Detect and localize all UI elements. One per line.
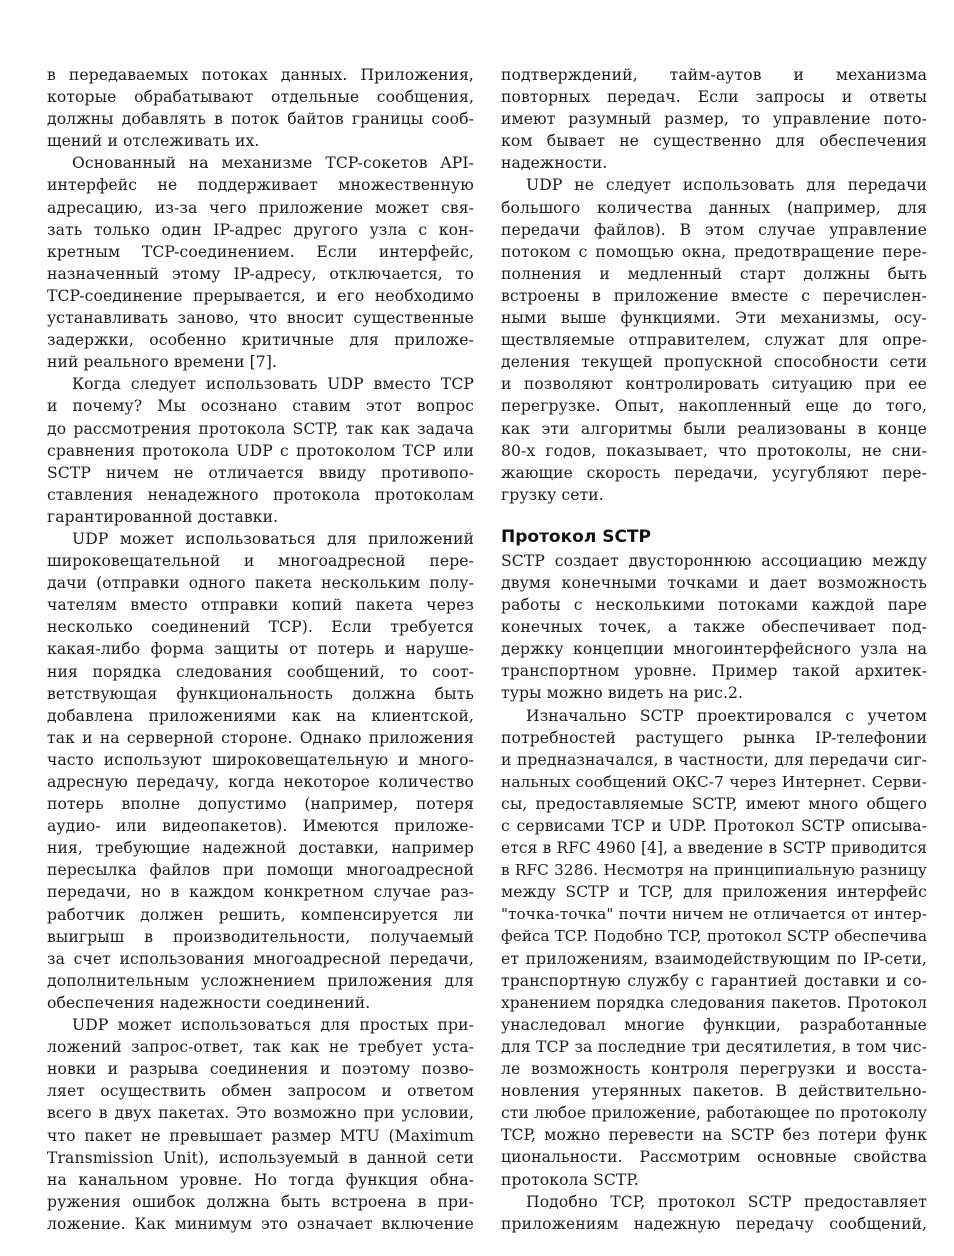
paragraph (501, 705, 927, 1191)
text-line: ложений запрос-ответ, так как не требует уста- (47, 1038, 474, 1057)
text-line: держку концепции многоинтерфейсного узла на (501, 640, 927, 659)
text-line: двумя конечными точками и дает возможность (501, 573, 927, 592)
text-line: ляет осуществить обмен запросом и ответом (47, 1082, 474, 1101)
text-line: дачи (отправки одного пакета нескольким полу- (47, 574, 474, 593)
text-line: ния порядка следования сообщений, то соот- (47, 662, 474, 681)
text-line: повторных передач. Если запросы и ответы (501, 88, 927, 107)
text-line: должны добавлять в поток байтов границы сооб- (47, 110, 474, 129)
text-line: ложение. Как минимум это означает включение (47, 1214, 474, 1233)
text-line: гарантированной доставки. (47, 507, 279, 526)
text-line: задержки, особенно критичные для приложе- (47, 331, 474, 350)
text-line: работчик должен решить, компенсируется ли (47, 905, 474, 924)
text-line: адресную передачу, когда некоторое количество (47, 773, 474, 791)
text-line: часто используют широковещательную и много- (47, 750, 474, 769)
text-line: хранением порядка следования пакетов. Протокол (501, 993, 927, 1012)
text-line: в RFC 3286. Несмотря на принципиальную разницу (501, 861, 927, 880)
text-line: несколько соединений TCP). Если требуется (47, 618, 474, 637)
text-line: нальных сообщений ОКС-7 через Интернет. Серви- (501, 772, 927, 791)
text-line: интерфейс не поддерживает множественную (47, 176, 474, 195)
text-line: UDP не следует использовать для передачи (526, 176, 927, 195)
text-line: какая-либо форма защиты от потерь и наруше- (47, 640, 474, 659)
text-line: Когда следует использовать UDP вместо TCP (72, 375, 474, 394)
right-column-after-heading (501, 550, 927, 1235)
text-line: добавлена приложениями как на клиентской, (47, 706, 474, 725)
text-line: ком бывает не существенно для обеспечения (501, 132, 927, 151)
text-line: ется в RFC 4960 [4], а введение в SCTP приводится (501, 839, 927, 858)
paragraph (47, 528, 474, 1014)
text-line: устанавливать заново, что вносит существенные (47, 309, 474, 328)
text-line: большого количества данных (например, для (501, 198, 927, 217)
text-line: UDP может использоваться для приложений (72, 529, 474, 548)
text-line: щений и отслеживать их. (47, 132, 260, 151)
text-line: TCP-соединение прерывается, и его необходимо (47, 286, 474, 305)
text-line: ставления ненадежного протокола протоколам (47, 485, 474, 504)
text-line: как эти алгоритмы были реализованы в конце (501, 419, 927, 438)
text-line: ными выше функциями. Эти механизмы, осу- (501, 309, 927, 328)
text-line: приложениям надежную передачу сообщений, (501, 1214, 927, 1233)
text-line: и почему? Мы осознано ставим этот вопрос (47, 397, 474, 416)
text-line: ния, требующие надежной доставки, например (47, 839, 474, 858)
text-line: зать только один IP-адрес другого узла с кон- (47, 220, 474, 239)
text-line: деления текущей пропускной способности сети (501, 353, 927, 372)
text-line: имеют разумный размер, то управление пото- (501, 110, 927, 129)
text-line: передачи файлов). В этом случае управление (501, 220, 927, 239)
text-line: сравнения протокола UDP с протоколом TCP или (47, 441, 474, 460)
paragraph (47, 152, 474, 373)
section-heading: Протокол SCTP (501, 526, 651, 547)
text-line: грузку сети. (501, 485, 604, 504)
right-column (501, 64, 927, 1235)
text-line: 80-х годов, показывает, что протоколы, не сни- (501, 441, 927, 460)
text-line: ществляемые отправителем, служат для опре- (501, 331, 927, 350)
text-line: потоком с помощью окна, предотвращение пере- (501, 242, 927, 261)
text-line: TCP, можно перевести на SCTP без потери функ (501, 1126, 927, 1145)
text-line: дополнительным усложнением приложения для (47, 971, 474, 990)
text-line: ет приложениям, взаимодействующим по IP-сети, (501, 949, 927, 968)
paragraph (501, 64, 927, 174)
text-line: работы с несколькими потоками каждой паре (501, 596, 927, 615)
text-line: кретным TCP-соединением. Если интерфейс, (47, 242, 474, 261)
text-line: фейса TCP. Подобно TCP, протокол SCTP обеспечива (501, 927, 927, 946)
text-line: Подобно TCP, протокол SCTP предоставляет (526, 1192, 927, 1211)
text-line: Transmission Unit), используемый в данной сети (47, 1148, 474, 1167)
paragraph (47, 64, 474, 152)
text-line: ний реального времени [7]. (47, 353, 278, 372)
text-line: новки и разрыва соединения и поэтому позво- (47, 1060, 474, 1079)
text-line: и позволяют контролировать ситуацию при ее (501, 375, 927, 394)
text-line: встроены в приложение вместе с перечислен- (501, 286, 927, 305)
text-line: надежности. (501, 154, 608, 173)
text-line: "точка-точка" почти ничем не отличается от интер- (501, 905, 927, 924)
text-line: потерь вполне допустимо (например, потеря (47, 795, 474, 814)
text-line: аудио- или видеопакетов). Имеются приложе- (47, 817, 474, 836)
text-line: подтверждений, тайм-аутов и механизма (501, 66, 927, 84)
text-line: ветствующая функциональность должна быть (47, 684, 474, 703)
text-line: на канальном уровне. Но тогда функция обна- (47, 1170, 474, 1189)
paragraph (501, 1191, 927, 1235)
text-line: транспортную службу с гарантией доставки и со- (501, 971, 927, 990)
text-line: перегрузке. Опыт, накопленный еще до того, (501, 397, 927, 416)
text-line: ле возможность контроля перегрузки и восста- (501, 1060, 927, 1079)
text-line: обеспечения надежности соединений. (47, 993, 371, 1012)
text-line: адресацию, из-за чего приложение может свя- (47, 198, 474, 217)
text-line: туры можно видеть на рис.2. (501, 684, 744, 703)
text-line: циональности. Рассмотрим основные свойства (501, 1148, 927, 1167)
text-line: протокола SCTP. (501, 1170, 639, 1189)
text-line: унаследовал многие функции, разработанные (501, 1015, 927, 1034)
text-line: конечных точек, а также обеспечивает под- (501, 618, 927, 637)
text-line: UDP может использоваться для простых при- (72, 1016, 474, 1035)
text-line: новления утерянных пакетов. В действительно- (501, 1082, 927, 1101)
text-line: что пакет не превышает размер MTU (Maximum (47, 1126, 474, 1145)
text-line: с сервисами TCP и UDP. Протокол SCTP описыва- (501, 817, 927, 835)
left-column (47, 64, 474, 1235)
text-line: которые обрабатывают отдельные сообщения, (47, 88, 474, 107)
text-line: между SCTP и TCP, для приложения интерфейс (501, 883, 927, 902)
text-line: для TCP за последние три десятилетия, в том чис- (501, 1037, 927, 1056)
text-line: потребностей растущего рынка IP-телефонии (501, 728, 927, 747)
text-line: в передаваемых потоках данных. Приложения, (47, 66, 474, 84)
paragraph (501, 174, 927, 505)
text-line: ружения ошибок должна быть встроена в при- (47, 1192, 474, 1211)
text-line: полнения и медленный старт должны быть (501, 264, 927, 283)
text-line: широковещательной и многоадресной пере- (47, 552, 474, 571)
text-line: пересылка файлов при помощи многоадресной (47, 861, 474, 880)
text-line: транспортном уровне. Пример такой архитек- (501, 662, 927, 681)
text-line: чателям вместо отправки копий пакета через (47, 596, 474, 615)
paragraph (47, 1014, 474, 1235)
text-line: так и на серверной стороне. Однако приложения (47, 728, 474, 747)
text-line: за счет использования многоадресной передачи, (47, 949, 474, 968)
text-line: выигрыш в производительности, получаемый (47, 927, 474, 946)
text-line: передачи, но в каждом конкретном случае раз- (47, 883, 474, 902)
paragraph (501, 550, 927, 705)
paragraph (47, 373, 474, 528)
text-line: всего в двух пакетах. Это возможно при условии, (47, 1104, 474, 1123)
text-line: SCTP ничем не отличается ввиду противопо- (47, 463, 474, 482)
text-line: жающие скорость передачи, усугубляют пере- (501, 463, 927, 482)
text-line: сы, предоставляемые SCTP, имеют много общего (501, 794, 927, 813)
text-line: до рассмотрения протокола SCTP, так как задача (47, 419, 474, 438)
text-line: SCTP создает двустороннюю ассоциацию между (501, 551, 927, 570)
text-line: сти любое приложение, работающее по протоколу (501, 1104, 927, 1123)
right-column-before-heading (501, 64, 927, 506)
text-line: назначенный этому IP-адресу, отключается, то (47, 264, 474, 283)
text-line: и предназначался, в частности, для передачи сиг- (501, 750, 927, 769)
text-line: Основанный на механизме TCP-сокетов API- (72, 154, 474, 173)
text-line: Изначально SCTP проектировался с учетом (526, 706, 927, 725)
